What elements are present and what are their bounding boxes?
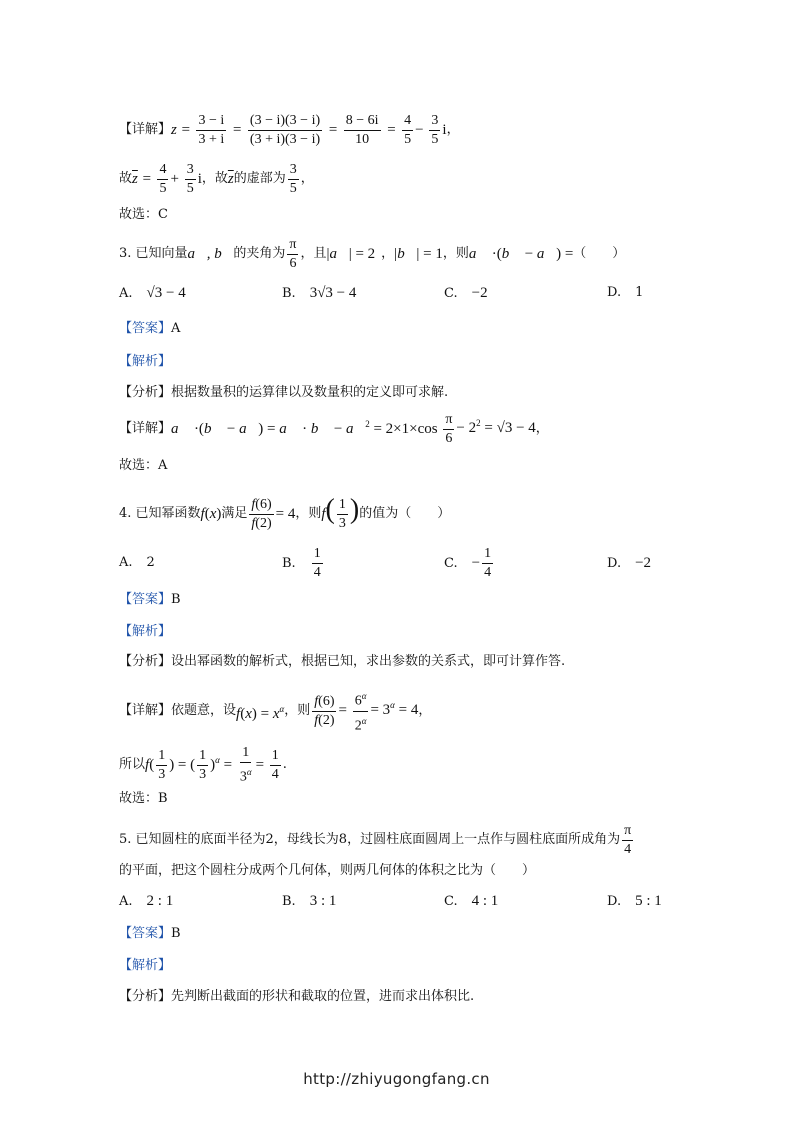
formula-zbar: $\overline{z}$ = $\frac{4}{5}$ + $\frac{3}{5}$ i xyxy=(132,161,202,196)
q4-detail: 【详解】 依题意，设 $f(x) = x^\alpha$ ，则 $\frac{f(6)}{f(2)}$ = $\frac{6^\alpha}{2^\alpha}$ = $3^\alpha = 4$ ， xyxy=(119,691,733,731)
q3-option-b-value: 3√3 − 4 xyxy=(309,285,357,301)
q4-option-b-value: $\frac{1}{4}$ xyxy=(313,546,321,580)
detail-tag: 【详解】 xyxy=(119,122,172,137)
fx: f(x) xyxy=(200,506,222,522)
conjugate-line xyxy=(119,161,733,197)
q3-answer: 【答案】 A xyxy=(119,321,181,336)
formula-norm-a: |a⃗| = 2 xyxy=(326,246,376,262)
vectors-ab: a⃗, b⃗ xyxy=(187,246,234,262)
q5-option-a: A. 2 : 1 xyxy=(119,893,174,909)
q5-fenxi: 【分析】 先判断出截面的形状和截取的位置，进而求出体积比. xyxy=(119,989,475,1004)
q5-option-c: C. 4 : 1 xyxy=(444,893,499,909)
conj-tail: ， xyxy=(300,171,314,186)
q5-analysis-tag: 【解析】 xyxy=(119,958,172,973)
conj-mid: ，故 xyxy=(201,171,228,186)
conj-text: 故 xyxy=(119,171,133,186)
comma: ， xyxy=(446,122,460,137)
f-one-third: f( $\frac{1}{3}$ ) xyxy=(321,493,360,532)
formula-3-5: $\frac{3}{5}$ xyxy=(289,161,297,196)
formula-pi-4: $\frac{\pi}{4}$ xyxy=(624,822,632,857)
q3-stem-pre: 3. 已知向量 xyxy=(119,246,188,261)
q4-stem: 4. 已知幂函数 f(x) 满足 $\frac{f(6)}{f(2)}$ = 4 ，则 f( $\frac{1}{3}$ ) 的值为（ ） xyxy=(119,493,451,532)
footer-url[interactable]: http://zhiyugongfang.cn xyxy=(303,1070,490,1088)
q4-option-d: D. −2 xyxy=(607,555,652,571)
q4-fenxi: 【分析】 设出幂函数的解析式，根据已知，求出参数的关系式，即可计算作答. xyxy=(119,654,566,669)
q3-option-d: D. 1 xyxy=(607,285,644,300)
q3-stem-mid: 的夹角为 xyxy=(233,246,286,261)
q4-analysis-tag: 【解析】 xyxy=(119,624,172,639)
q4-so-formula: f( $\frac{1}{3}$ ) = ( $\frac{1}{3}$ )$^\alpha$ = $\frac{1}{3^\alpha}$ = $\frac{1}{4}$ xyxy=(145,744,279,785)
q4-option-c-value: − $\frac{1}{4}$ xyxy=(471,546,492,580)
q3-option-a-value: √3 − 4 xyxy=(146,285,186,301)
q3-stem-mid2: ，且 xyxy=(300,246,327,261)
q3-option-c: C. −2 xyxy=(444,285,488,301)
q4-option-a: A. 2 xyxy=(119,555,155,570)
q4-detail-fx: $f(x) = x^\alpha$ xyxy=(236,703,285,722)
q3-choose: 故选：A xyxy=(119,458,168,473)
formula-a-dot: a⃗ ·(b⃗ − a⃗) = xyxy=(468,246,574,262)
q2-choose: 故选：C xyxy=(119,207,168,222)
q4-option-b: B. $\frac{1}{4}$ xyxy=(282,546,325,581)
q4-detail-formula: $\frac{f(6)}{f(2)}$ = $\frac{6^\alpha}{2^\alpha}$ = $3^\alpha = 4$ xyxy=(310,688,418,734)
q5-option-d: D. 5 : 1 xyxy=(607,893,662,909)
q2-detail-line xyxy=(119,112,733,148)
q3-option-b: B. 3√3 − 4 xyxy=(282,285,357,301)
q3-detail-formula: a⃗ ·(b⃗ − a⃗) = a⃗ · b⃗ − a⃗$^2$ = 2×1×cos $\frac{\pi}{6}$ − $2^2 = √3 - 4$ xyxy=(171,411,536,446)
q3-fenxi: 【分析】 根据数量积的运算律以及数量积的定义即可求解. xyxy=(119,385,449,400)
formula-pi-6: $\frac{\pi}{6}$ xyxy=(289,236,297,271)
q5-option-b: B. 3 : 1 xyxy=(282,893,337,909)
q3-stem-mid3: ，则 xyxy=(442,246,469,261)
q3-stem-end: （ ） xyxy=(573,246,626,261)
q5-stem-line1: 5. 已知圆柱的底面半径为2，母线长为8，过圆柱底面圆周上一点作与圆柱底面所成角为 $\frac{\pi}{4}$ xyxy=(119,820,733,860)
q5-answer: 【答案】 B xyxy=(119,926,181,941)
q4-ratio: $\frac{f(6)}{f(2)}$ = 4 xyxy=(251,496,296,531)
q3-detail: 【详解】 a⃗ ·(b⃗ − a⃗) = a⃗ · b⃗ − a⃗$^2$ = 2×1×cos $\frac{\pi}{6}$ − $2^2 = √3 - 4$ ， xyxy=(119,411,549,446)
q3-analysis-tag: 【解析】 xyxy=(119,354,172,369)
q5-stem-line2: 的平面，把这个圆柱分成两个几何体，则两几何体的体积之比为（ ） xyxy=(119,863,536,878)
conj-end: 的虚部为 xyxy=(233,171,286,186)
q3-stem: 3. 已知向量 a⃗, b⃗ 的夹角为 $\frac{\pi}{6}$ ，且 |a⃗| = 2 ， |b⃗| = 1 ，则 a⃗ ·(b⃗ − a⃗) = （ ） xyxy=(119,236,626,271)
formula-norm-b: |b⃗| = 1 xyxy=(394,246,443,262)
q4-choose: 故选：B xyxy=(119,791,168,806)
q4-option-c: C. − $\frac{1}{4}$ xyxy=(444,546,495,581)
q3-option-a: A. √3 − 4 xyxy=(119,285,186,301)
formula-z: z = $\frac{3 - i}{3 + i}$ = $\frac{(3 - i)(3 - i)}{(3 + i)(3 - i)}$ = $\frac{8 - 6i}{10}$ = $\frac{4}{5}$ − $\frac{3}{5}$ i xyxy=(171,112,447,147)
q4-so: 所以 f( $\frac{1}{3}$ ) = ( $\frac{1}{3}$ )$^\alpha$ = $\frac{1}{3^\alpha}$ = $\frac{1}{4}$ . xyxy=(119,744,287,785)
q4-answer: 【答案】 B xyxy=(119,592,181,607)
zbar-symbol: $\overline{z}$ xyxy=(227,171,234,187)
